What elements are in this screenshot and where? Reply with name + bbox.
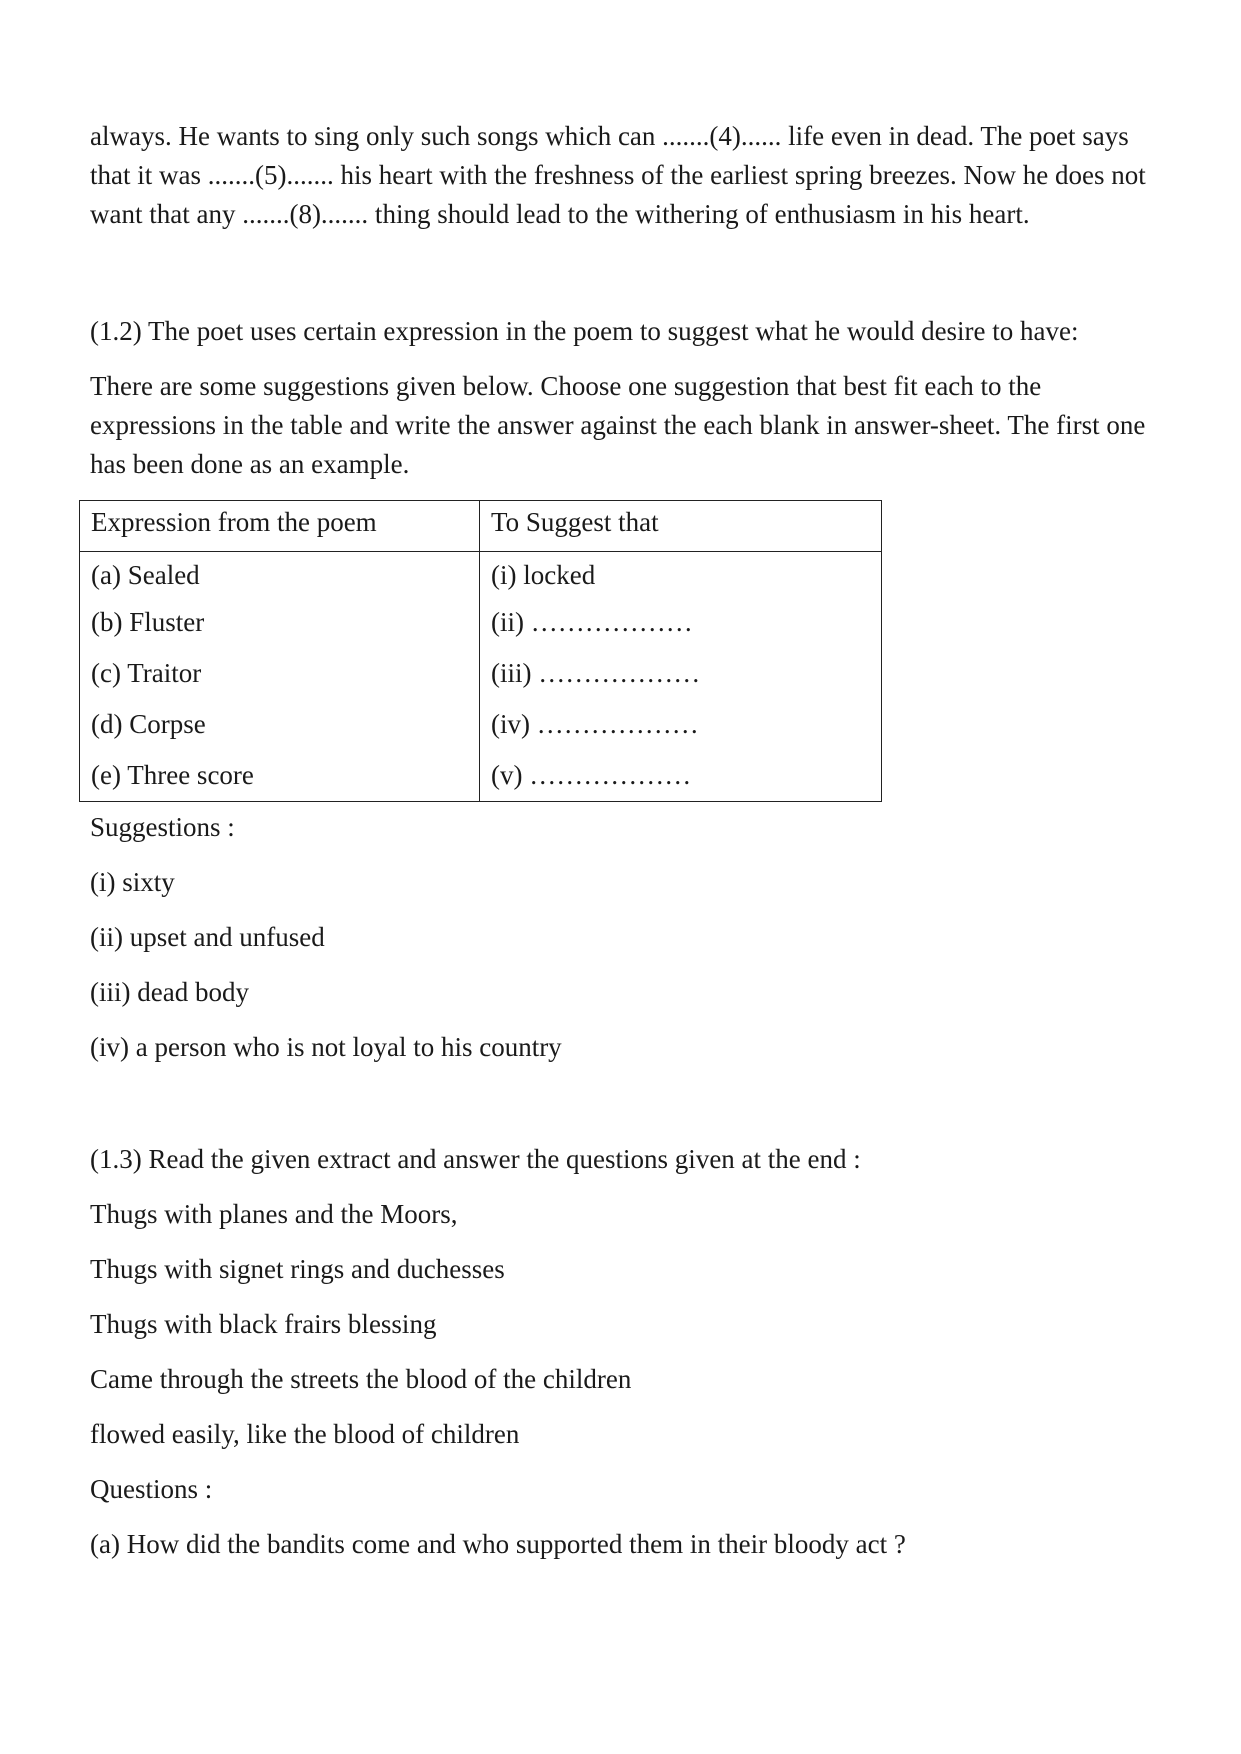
extract-line: Thugs with signet rings and duchesses: [90, 1254, 505, 1284]
expression-table: [79, 500, 882, 802]
table-cell-suggestion: (v) ………………: [480, 756, 882, 802]
table-header-row: [80, 501, 882, 552]
table-cell-expression: (c) Traitor: [80, 654, 480, 705]
table-cell-expression: (b) Fluster: [80, 603, 480, 654]
document-page: [90, 117, 1170, 1564]
table-row: [80, 552, 882, 604]
table-cell-suggestion: (iii) ………………: [480, 654, 882, 705]
table-cell-suggestion: (ii) ………………: [480, 603, 882, 654]
question-item: (a) How did the bandits come and who supported them in their bloody act ?: [90, 1529, 906, 1559]
table-row: [80, 603, 882, 654]
suggestions-title: Suggestions :: [90, 812, 235, 842]
table-cell-suggestion: (i) locked: [480, 552, 882, 604]
table-cell-expression: (d) Corpse: [80, 705, 480, 756]
suggestion-item: (ii) upset and unfused: [90, 922, 325, 952]
table-cell-expression: (a) Sealed: [80, 552, 480, 604]
question-1-2-instruction: There are some suggestions given below. Choose one suggestion that best fit each to the expressions in the table and write the answer against the each blank in answer-sheet. The first one has been done as an example.: [90, 371, 1146, 479]
table-cell-expression: (e) Three score: [80, 756, 480, 802]
table-row: [80, 756, 882, 802]
question-1-2-heading: (1.2) The poet uses certain expression in the poem to suggest what he would desire to have:: [90, 316, 1079, 346]
table-row: [80, 705, 882, 756]
questions-title: Questions :: [90, 1474, 213, 1504]
extract-line: Thugs with black frairs blessing: [90, 1309, 437, 1339]
suggestion-item: (iv) a person who is not loyal to his country: [90, 1032, 562, 1062]
extract-line: flowed easily, like the blood of children: [90, 1419, 520, 1449]
table-header-suggest: To Suggest that: [480, 501, 882, 552]
extract-line: Thugs with planes and the Moors,: [90, 1199, 458, 1229]
question-1-3-heading: (1.3) Read the given extract and answer the questions given at the end :: [90, 1144, 861, 1174]
table-header-expression: Expression from the poem: [80, 501, 480, 552]
extract-line: Came through the streets the blood of the children: [90, 1364, 632, 1394]
intro-paragraph: always. He wants to sing only such songs which can .......(4)...... life even in dead. The poet says that it was .......(5)....... his heart with the freshness of the earliest spring breezes. Now he does not want that any .......(8)....... thing should lead to the withering of enthusiasm in his heart.: [90, 121, 1146, 229]
suggestion-item: (i) sixty: [90, 867, 175, 897]
table-cell-suggestion: (iv) ………………: [480, 705, 882, 756]
suggestion-item: (iii) dead body: [90, 977, 249, 1007]
table-row: [80, 654, 882, 705]
